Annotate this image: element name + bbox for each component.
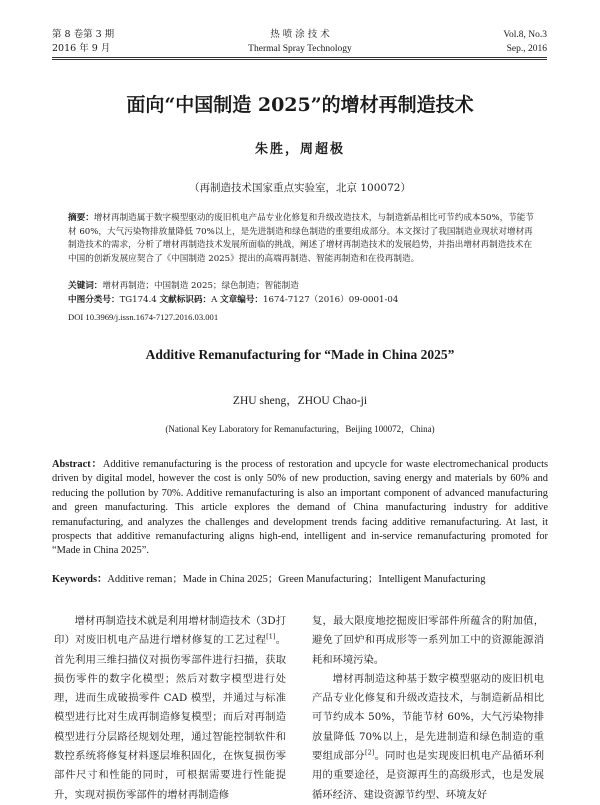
doc-code-value: A [211, 295, 218, 305]
authors-en: ZHU sheng，ZHOU Chao-ji [232, 395, 368, 407]
abstract-en [52, 458, 548, 559]
abstract-cn-label: 摘要： [68, 213, 94, 223]
clc-value: TG174.4 [119, 295, 157, 305]
body-column-right [312, 612, 544, 805]
clc-label: 中图分类号： [68, 295, 120, 305]
body-text: 增材再制造技术就是利用增材制造技术（3D打印）对废旧机电产品进行增材修复的工艺过程 [54, 615, 286, 647]
header-volume-cn: 第 8 卷第 3 期 [52, 29, 115, 40]
body-text: 增材再制造这种基于数字模型驱动的废旧机电产品专业化修复和升级改造技术，与制造新品相比可节约成本 50%，节能节材 60%，大气污染物排放量降低 70%以上，是先进制造和绿色制造的重要组成部分 [312, 672, 544, 763]
affiliation-cn: （再制造技术国家重点实验室，北京 100072） [189, 182, 411, 194]
body-text: 。首先利用三维扫描仪对损伤零部件进行扫描，获取损伤零件的数字化模型；然后对数字模型进行处理，进而生成破损零件 CAD 模型，并通过与标准模型进行比对生成再制造修复模型；而后对再制造模型进行分层路径规划处理，通过智能控制软件和数控系统将修复材料逐层堆积固化，在恢复损伤零部件尺寸和性能的同时，可根据需要进行性能提升，实现对损伤零部件的增材再制造修 [54, 634, 286, 801]
doi: DOI 10.3969/j.issn.1674-7127.2016.03.001 [68, 312, 219, 322]
body-paragraph: 复，最大限度地挖掘废旧零部件所蕴含的附加值，避免了回炉和再成形等一系列加工中的资源能源消耗和环境污染。 [312, 615, 544, 666]
header-volume-en: Vol.8, No.3 [503, 30, 547, 40]
keywords-cn-label: 关键词： [68, 281, 103, 291]
authors-cn: 朱胜，周超极 [254, 142, 345, 157]
keywords-cn-text: 增材再制造；中国制造 2025；绿色制造；智能制造 [102, 281, 299, 291]
body-paragraph [312, 670, 544, 805]
article-number-value: 1674-7127（2016）09-0001-04 [263, 295, 399, 305]
title-cn: 面向“中国制造 2025”的增材再制造技术 [126, 94, 474, 116]
citation-ref: [1] [266, 632, 276, 641]
doc-code-label: 文献标识码： [159, 295, 212, 305]
body-paragraph [54, 612, 286, 805]
header-journal-en: Thermal Spray Technology [248, 44, 352, 54]
abstract-cn-text: 增材再制造属于数字模型驱动的废旧机电产品专业化修复和升级改造技术，与制造新品相比可节约成本50%，节能节材 60%，大气污染物排放量降低 70%以上，是先进制造和绿色制造的重要组成部分。本文探讨了我国制造业现状对增材再制造技术的需求，分析了增材再制造技术发展所面临的挑战，阐述了增材再制造技术的发展趋势，并指出增材再制造技术在中国的创新发展应契合了《中国制造 2025》提出的高端再制造、智能再制造和在役再制造。 [68, 213, 534, 264]
classification-line [68, 294, 540, 308]
keywords-en-text: Additive reman；Made in China 2025；Green Manufacturing；Intelligent Manufacturing [107, 574, 486, 585]
body-text: 。同时也是实现废旧机电产品循环利用的重要途径，是资源再生的高级形式，也是发展循环经济、建设资源节约型、环境友好 [312, 750, 545, 801]
body-column-left [54, 612, 286, 805]
header-date-en: Sep., 2016 [506, 44, 547, 54]
citation-ref: [2] [365, 748, 375, 757]
keywords-en [52, 573, 548, 587]
title-en: Additive Remanufacturing for “Made in China 2025” [145, 347, 455, 362]
header-date-cn: 2016 年 9 月 [52, 43, 111, 54]
abstract-cn [68, 212, 540, 266]
header-rule-top [52, 57, 547, 58]
affiliation-en: (National Key Laboratory for Remanufacturing，Beijing 100072，China) [165, 424, 435, 434]
keywords-cn [68, 280, 540, 294]
abstract-en-label: Abstract： [52, 459, 103, 470]
header-journal-cn: 热 喷 涂 技 术 [270, 29, 330, 40]
article-number-label: 文章编号： [220, 295, 264, 305]
header-rule-bottom [52, 59, 547, 60]
keywords-en-label: Keywords： [52, 574, 108, 585]
abstract-en-text: Additive remanufacturing is the process of restoration and upcycle for waste electromechanical products driven by digital model, however the cost is only 50% of new production, saving energy and materials by 60% and reducing the pollution by 70%. Additive remanufacturing is also an important component of advanced manufacturing and green manufacturing. This article explores the demand of China manufacturing industry for additive remanufacturing, and analyzes the challenges and development trends facing additive remanufacturing. At last, it prospects that additive remanufacturing aligns high-end, intelligent and in-service remanufacturing promoted for “Made in China 2025”. [52, 459, 549, 557]
